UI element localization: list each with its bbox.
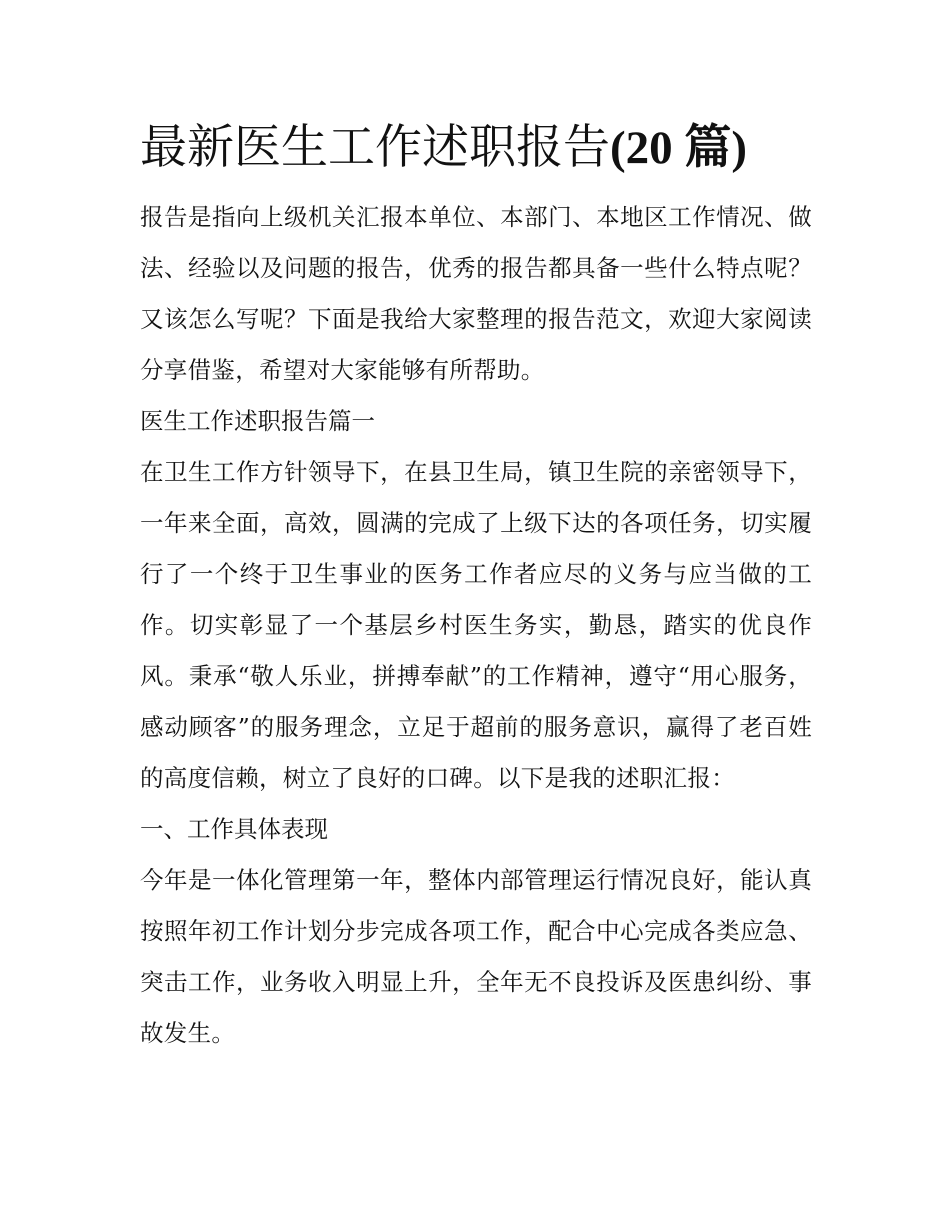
section-heading: 医生工作述职报告篇一 (140, 407, 375, 435)
subsection-heading: 一、工作具体表现 (140, 815, 328, 843)
subsection-body-paragraph: 今年是一体化管理第一年，整体内部管理运行情况良好，能认真按照年初工作计划分步完成各项工作，配合中心完成各类应急、突击工作，业务收入明显上升，全年无不良投诉及医患纠纷、事故发生。 (140, 866, 812, 1047)
section-body-paragraph: 在卫生工作方针领导下，在县卫生局，镇卫生院的亲密领导下，一年来全面，高效，圆满的完成了上级下达的各项任务，切实履行了一个终于卫生事业的医务工作者应尽的义务与应当做的工作。切实彰显了一个基层乡村医生务实，勤恳，踏实的优良作风。秉承“敬人乐业，拼搏奉献”的工作精神，遵守“用心服务，感动顾客”的服务理念，立足于超前的服务意识，赢得了老百姓的高度信赖，树立了良好的口碑。以下是我的述职汇报： (140, 458, 812, 792)
title-suffix: (20 篇) (610, 122, 748, 174)
document-page (140, 118, 812, 1059)
title-main: 最新医生工作述职报告 (140, 120, 610, 175)
document-title (140, 118, 812, 178)
intro-paragraph: 报告是指向上级机关汇报本单位、本部门、本地区工作情况、做法、经验以及问题的报告，优秀的报告都具备一些什么特点呢？又该怎么写呢？下面是我给大家整理的报告范文，欢迎大家阅读分享借鉴，希望对大家能够有所帮助。 (140, 203, 812, 384)
